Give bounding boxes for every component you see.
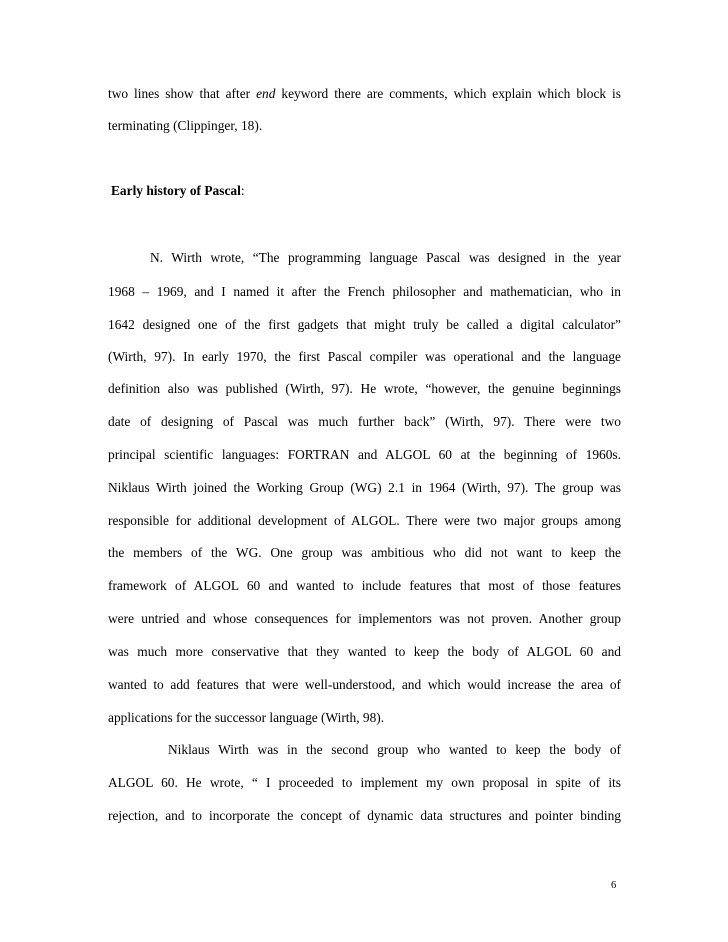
page-number: 6 bbox=[611, 880, 617, 891]
paragraph-line: framework of ALGOL 60 and wanted to include features that most of those features bbox=[108, 578, 621, 593]
paragraph-line: 1968 – 1969, and I named it after the French philosopher and mathematician, who in bbox=[108, 284, 621, 299]
body-line: terminating (Clippinger, 18). bbox=[108, 118, 263, 133]
paragraph-line: rejection, and to incorporate the concept of dynamic data structures and pointer binding bbox=[108, 808, 621, 823]
paragraph-line: N. Wirth wrote, “The programming language Pascal was designed in the year bbox=[150, 250, 621, 265]
paragraph-line: responsible for additional development of ALGOL. There were two major groups among bbox=[108, 513, 621, 528]
paragraph-line: the members of the WG. One group was ambitious who did not want to keep the bbox=[108, 545, 621, 560]
paragraph-line: ALGOL 60. He wrote, “ I proceeded to implement my own proposal in spite of its bbox=[108, 775, 621, 790]
paragraph-line: wanted to add features that were well-understood, and which would increase the area of bbox=[108, 677, 621, 692]
keyword-emphasis: end bbox=[256, 86, 276, 101]
paragraph-line: date of designing of Pascal was much further back” (Wirth, 97). There were two bbox=[108, 414, 621, 429]
paragraph-line: Niklaus Wirth was in the second group who wanted to keep the body of bbox=[168, 742, 621, 757]
paragraph-line: were untried and whose consequences for implementors was not proven. Another group bbox=[108, 611, 621, 626]
paragraph-line: (Wirth, 97). In early 1970, the first Pascal compiler was operational and the language bbox=[108, 349, 621, 364]
section-heading: Early history of Pascal: bbox=[111, 183, 245, 198]
section-heading-title: Early history of Pascal bbox=[111, 183, 241, 198]
paragraph-line: applications for the successor language (Wirth, 98). bbox=[108, 710, 385, 725]
body-line: two lines show that after end keyword there are comments, which explain which block is bbox=[108, 86, 621, 101]
paragraph-line: definition also was published (Wirth, 97). He wrote, “however, the genuine beginnings bbox=[108, 381, 621, 396]
paragraph-line: principal scientific languages: FORTRAN and ALGOL 60 at the beginning of 1960s. bbox=[108, 447, 621, 462]
paragraph-line: Niklaus Wirth joined the Working Group (WG) 2.1 in 1964 (Wirth, 97). The group was bbox=[108, 480, 621, 495]
paragraph-line: was much more conservative that they wanted to keep the body of ALGOL 60 and bbox=[108, 644, 621, 659]
paragraph-line: 1642 designed one of the first gadgets that might truly be called a digital calculator” bbox=[108, 317, 621, 332]
